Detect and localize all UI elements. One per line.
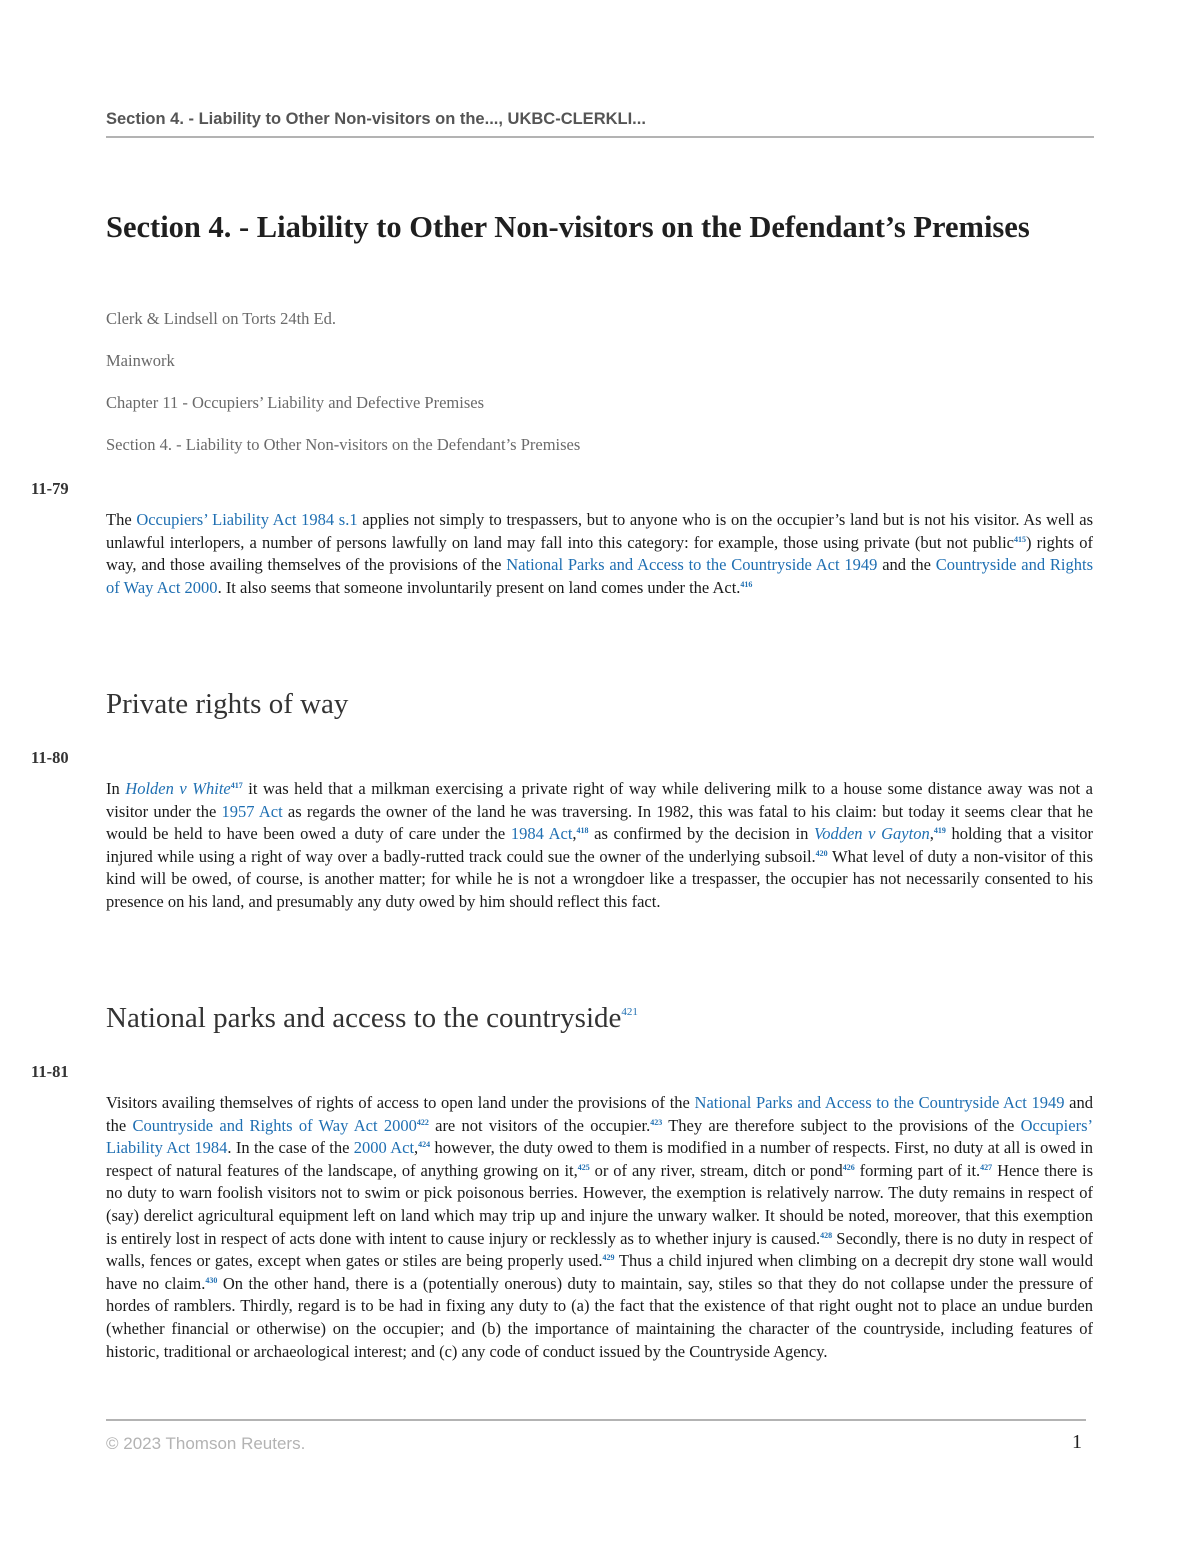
footnote-ref-418[interactable]: 418 [576, 826, 589, 836]
subheading-private-rights: Private rights of way [106, 688, 349, 720]
text-run: or of any river, stream, ditch or pond [589, 1160, 843, 1180]
footnote-ref-429[interactable]: 429 [602, 1253, 615, 1263]
footnote-ref-416[interactable]: 416 [740, 579, 753, 589]
page-number: 1 [1072, 1431, 1082, 1453]
statute-link-crow-2000[interactable]: Countryside and Rights of Way Act 2000 [106, 555, 1093, 597]
text-run: and the [106, 1093, 1093, 1135]
text-run: In [106, 779, 126, 798]
copyright-notice: © 2023 Thomson Reuters. [106, 1434, 306, 1453]
text-run: forming part of it. [854, 1160, 981, 1180]
text-run: Hence there is no duty to warn foolish visitors not to swim or pick poisonous berries. However, the exemption is relatively narrow. The duty remains in respect of (say) derelict agricultural equipment left on land which may trip up and injure the unwary walker. It should be noted, moreover, that this exemption is entirely lost in respect of acts done with intent to cause injury or recklessly as to whether injury is caused. [106, 1160, 1093, 1248]
paragraph-number: 11-80 [31, 748, 69, 767]
statute-link-crow-2000[interactable]: Countryside and Rights of Way Act 2000 [132, 1115, 417, 1135]
text-run: , [572, 824, 577, 844]
paragraph-11-81 [106, 1092, 1093, 1363]
case-link-vodden-v-gayton[interactable]: Vodden v Gayton [813, 824, 930, 844]
text-run: as confirmed by the decision in [588, 824, 814, 844]
page-title: Section 4. - Liability to Other Non-visitors on the Defendant’s Premises [106, 210, 1030, 244]
text-run: They are therefore subject to the provisions of the [662, 1115, 1021, 1135]
breadcrumb-chapter: Chapter 11 - Occupiers’ Liability and Defective Premises [106, 393, 484, 412]
text-run: applies not simply to trespassers, but to anyone who is on the occupier’s land but is not his visitor. As well as unlawful interlopers, a number of persons lawfully on land may fall into this category: for example, those using private (but not public [106, 510, 1093, 552]
text-run: Visitors availing themselves of rights of access to open land under the provisions of the [106, 1093, 695, 1112]
text-run: , [414, 1138, 419, 1158]
paragraph-11-79 [106, 509, 1093, 599]
footnote-ref-424[interactable]: 424 [418, 1140, 431, 1150]
text-run: On the other hand, there is a (potentially onerous) duty to maintain, say, stiles so that they do not collapse under the pressure of hordes of ramblers. Thirdly, regard is to be had in fixing any duty to (a) the fact that the existence of that right ought not to place an undue burden (whether financial or otherwise) on the occupier; and (b) the importance of maintaining the character of the countryside, including features of historic, traditional or archaeological interest; and (c) any code of conduct issued by the Countryside Agency. [106, 1273, 1093, 1361]
statute-link-ola-1984-s1[interactable]: Occupiers’ Liability Act 1984 s.1 [136, 510, 358, 529]
case-link-holden-v-white[interactable]: Holden v White [125, 779, 231, 798]
text-run: holding that a visitor injured while using a right of way over a badly-rutted track could sue the owner of the underlying subsoil. [106, 824, 1093, 866]
header-divider [106, 136, 1094, 138]
statute-link-npac-1949[interactable]: National Parks and Access to the Countryside Act 1949 [506, 555, 878, 575]
footnote-ref-426[interactable]: 426 [842, 1162, 855, 1172]
paragraph-number: 11-79 [31, 479, 69, 498]
text-run: as regards the owner of the land he was traversing. In 1982, this was fatal to his claim: but today it seems clear that he would be held to have been owed a duty of care under the [106, 801, 1093, 844]
footnote-ref-420[interactable]: 420 [815, 848, 828, 858]
footnote-ref-422[interactable]: 422 [416, 1117, 429, 1127]
footnote-ref-419[interactable]: 419 [933, 826, 946, 836]
footnote-ref-425[interactable]: 425 [577, 1162, 590, 1172]
text-run: The [106, 510, 137, 529]
statute-link-npac-1949[interactable]: National Parks and Access to the Countryside Act 1949 [694, 1093, 1065, 1112]
footnote-ref-421[interactable]: 421 [621, 1006, 638, 1018]
text-run: and the [877, 555, 936, 575]
text-run: it was held that a milkman exercising a private right of way while delivering milk to a house some distance away was not a visitor under the [106, 779, 1093, 821]
running-header: Section 4. - Liability to Other Non-visitors on the..., UKBC-CLERKLI... [106, 110, 646, 128]
statute-link-2000-act[interactable]: 2000 Act [353, 1138, 415, 1158]
text-run: Thus a child injured when climbing on a decrepit dry stone wall would have no claim. [106, 1251, 1093, 1293]
text-run: . It also seems that someone involuntarily present on land comes under the Act. [217, 577, 741, 597]
statute-link-1957-act[interactable]: 1957 Act [221, 801, 283, 821]
statute-link-ola-1984[interactable]: Occupiers’ Liability Act 1984 [106, 1115, 1093, 1158]
breadcrumb-section: Section 4. - Liability to Other Non-visitors on the Defendant’s Premises [106, 435, 581, 454]
text-run: ) rights of way, and those availing themselves of the provisions of the [106, 532, 1094, 575]
footnote-ref-427[interactable]: 427 [980, 1162, 993, 1172]
breadcrumb-work: Clerk & Lindsell on Torts 24th Ed. [106, 309, 336, 328]
footnote-ref-417[interactable]: 417 [230, 781, 243, 790]
text-run: are not visitors of the occupier. [428, 1115, 651, 1135]
subheading-national-parks [106, 1002, 638, 1035]
paragraph-11-80 [106, 778, 1093, 914]
paragraph-number: 11-81 [31, 1062, 69, 1081]
footnote-ref-428[interactable]: 428 [820, 1230, 833, 1240]
footer-divider [106, 1419, 1086, 1421]
text-run: What level of duty a non-visitor of this kind will be owed, of course, is another matter; for while he is not a wrongdoer like a trespasser, the occupier has not necessarily consented to his presence on his land, and presumably any duty owed by him should reflect this fact. [106, 846, 1093, 911]
footnote-ref-415[interactable]: 415 [1013, 534, 1026, 544]
footnote-ref-430[interactable]: 430 [205, 1275, 218, 1285]
footnote-ref-423[interactable]: 423 [650, 1117, 663, 1127]
breadcrumb-part: Mainwork [106, 351, 175, 370]
statute-link-1984-act[interactable]: 1984 Act [510, 824, 573, 844]
text-run: Secondly, there is no duty in respect of walls, fences or gates, except when gates or stiles are being properly used. [106, 1228, 1093, 1271]
text-run: . In the case of the [227, 1138, 354, 1158]
subheading-text: National parks and access to the countryside [106, 1002, 622, 1034]
text-run: however, the duty owed to them is modified in a number of respects. First, no duty at all is owed in respect of natural features of the landscape, of anything growing on it, [106, 1138, 1093, 1180]
text-run: , [929, 824, 934, 844]
